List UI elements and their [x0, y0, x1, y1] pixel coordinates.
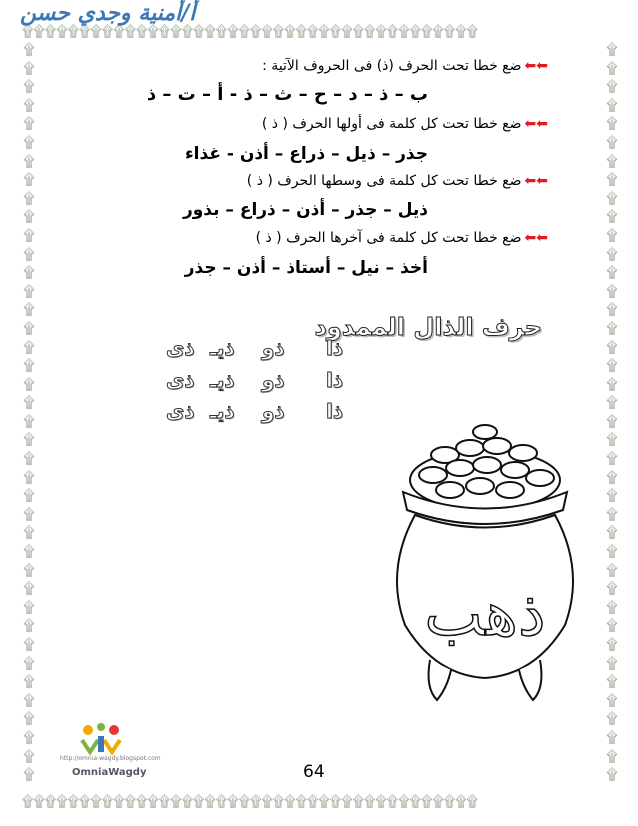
instruction-text: ضع خطا تحت كل كلمة فى آخرها الحرف ( ذ ) [255, 230, 522, 246]
syllable: ذيـ [210, 399, 235, 423]
logo-url: http://omnia-wagdy.blogspot.com [60, 755, 161, 762]
instruction-text: ضع خطا تحت كل كلمة فى أولها الحرف ( ذ ) [261, 116, 522, 132]
logo-name: OmniaWagdy [72, 767, 147, 778]
syllable: ذا [326, 399, 344, 423]
coins-icon [410, 425, 560, 510]
exercise-1-answer: ب – ذ – د – ح – ث – ذ - أ – ت – ذ [146, 84, 428, 105]
syllable: ذيـ [210, 368, 235, 392]
syllable: ذى [166, 399, 195, 423]
syllable: ذو [262, 336, 285, 360]
page-number: 64 [303, 762, 325, 782]
exercise-4-answer: أخذ – نيل – أستاذ – أذن – جذر [184, 258, 428, 278]
arrow-icon: ⬅⬅ [524, 173, 548, 189]
syllable: ذى [166, 336, 195, 360]
pot-word: ذهب [424, 577, 546, 650]
exercise-2-instruction [262, 116, 548, 132]
exercise-4-instruction [256, 230, 548, 246]
exercise-3-answer: ذيل – جذر – أذن – ذراع – بذور [182, 200, 428, 220]
instruction-text: ضع خطا تحت الحرف (ذ) فى الحروف الآتية : [262, 58, 522, 74]
syllable: ذا [326, 336, 344, 360]
left-border: ۩۩۩۩۩۩۩۩۩۩۩۩۩۩۩۩۩۩۩۩۩۩۩۩۩۩۩۩۩۩۩۩۩۩۩۩۩۩۩۩ [23, 40, 35, 784]
logo-icon [78, 722, 124, 756]
top-border: ۩۩۩۩۩۩۩۩۩۩۩۩۩۩۩۩۩۩۩۩۩۩۩۩۩۩۩۩۩۩۩۩۩۩۩۩۩۩۩۩ [22, 22, 479, 40]
lesson-heading: حرف الذال الممدود [314, 313, 542, 341]
gold-pot-illustration [385, 420, 585, 710]
bottom-border: ۩۩۩۩۩۩۩۩۩۩۩۩۩۩۩۩۩۩۩۩۩۩۩۩۩۩۩۩۩۩۩۩۩۩۩۩۩۩۩۩ [22, 792, 479, 810]
author-name: أ/أمنية وجدي حسن [20, 0, 196, 26]
arrow-icon: ⬅⬅ [524, 116, 548, 132]
exercise-3-instruction [247, 173, 548, 189]
syllable: ذو [262, 399, 285, 423]
syllable: ذيـ [210, 336, 235, 360]
syllable: ذو [262, 368, 285, 392]
right-border: ۩۩۩۩۩۩۩۩۩۩۩۩۩۩۩۩۩۩۩۩۩۩۩۩۩۩۩۩۩۩۩۩۩۩۩۩۩۩۩۩ [606, 40, 618, 784]
syllable: ذا [326, 368, 344, 392]
exercise-1-instruction [262, 58, 548, 74]
arrow-icon: ⬅⬅ [524, 230, 548, 246]
exercise-2-answer: جذر – ذيل – ذراع – أذن - غذاء [184, 144, 428, 164]
arrow-icon: ⬅⬅ [524, 58, 548, 74]
syllable: ذى [166, 368, 195, 392]
instruction-text: ضع خطا تحت كل كلمة فى وسطها الحرف ( ذ ) [246, 173, 522, 189]
